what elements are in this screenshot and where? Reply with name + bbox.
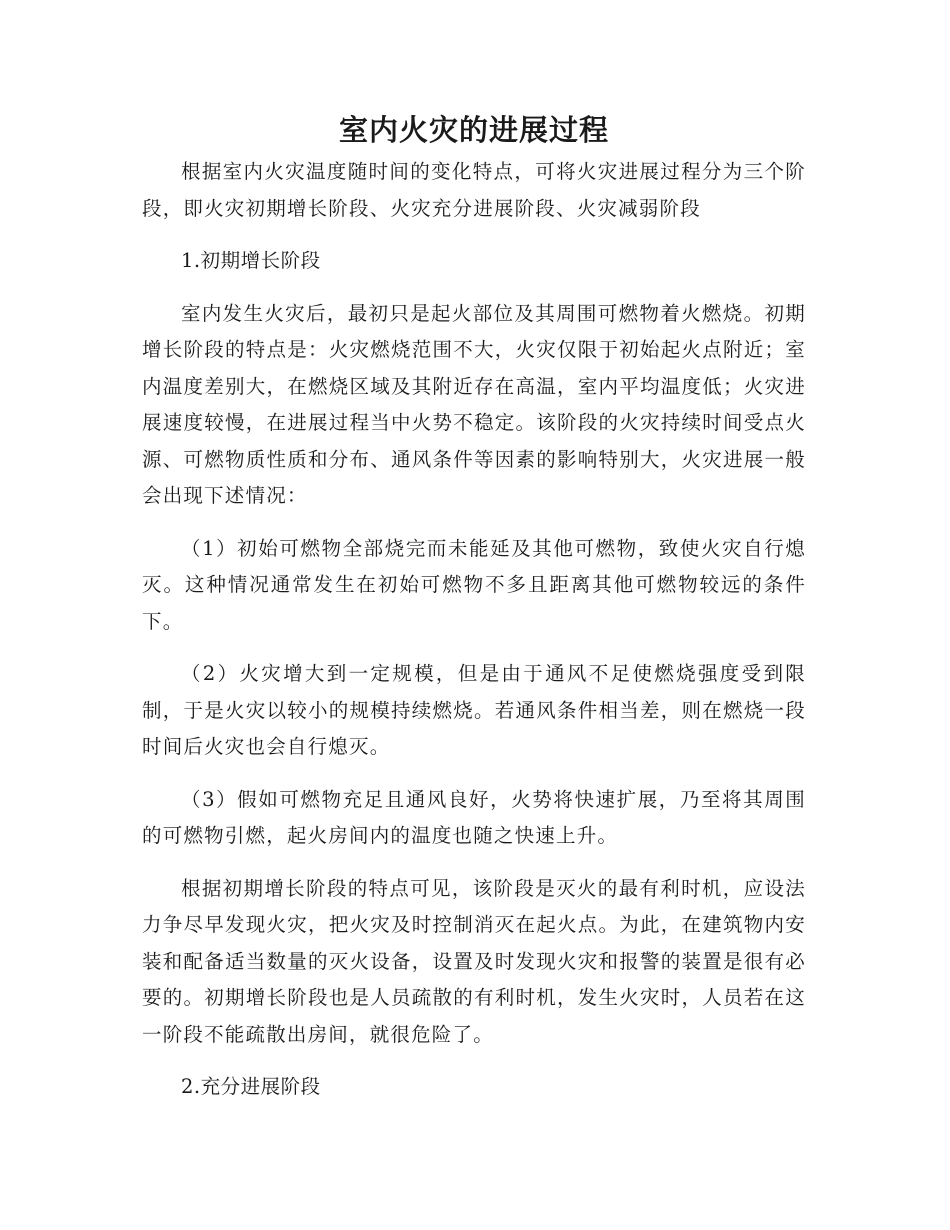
initial-growth-conclusion: 根据初期增长阶段的特点可见，该阶段是灭火的最有利时机，应设法力争尽早发现火灾，把火灾及时控制消灭在起火点。为此，在建筑物内安装和配备适当数量的灭火设备，设置及时发现火灾和报警的装置是很有必要的。初期增长阶段也是人员疏散的有利时机，发生火灾时，人员若在这一阶段不能疏散出房间，就很危险了。 (142, 876, 806, 1046)
document-page (142, 110, 806, 1122)
section-heading-full-development: 2.充分进展阶段 (181, 1075, 321, 1098)
list-item: （1）初始可燃物全部烧完而未能延及其他可燃物，致使火灾自行熄灭。这种情况通常发生在初始可燃物不多且距离其他可燃物较远的条件下。 (142, 536, 806, 633)
intro-paragraph: 根据室内火灾温度随时间的变化特点，可将火灾进展过程分为三个阶段，即火灾初期增长阶段、火灾充分进展阶段、火灾减弱阶段 (142, 160, 806, 220)
initial-growth-paragraph: 室内发生火灾后，最初只是起火部位及其周围可燃物着火燃烧。初期增长阶段的特点是：火灾燃烧范围不大，火灾仅限于初始起火点附近；室内温度差别大，在燃烧区域及其附近存在高温，室内平均温度低；火灾进展速度较慢，在进展过程当中火势不稳定。该阶段的火灾持续时间受点火源、可燃物质性质和分布、通风条件等因素的影响特别大，火灾进展一般会出现下述情况： (142, 301, 806, 507)
document-title: 室内火灾的进展过程 (338, 113, 609, 147)
list-item: （2）火灾增大到一定规模，但是由于通风不足使燃烧强度受到限制，于是火灾以较小的规模持续燃烧。若通风条件相当差，则在燃烧一段时间后火灾也会自行熄灭。 (142, 662, 806, 758)
list-item: （3）假如可燃物充足且通风良好，火势将快速扩展，乃至将其周围的可燃物引燃，起火房间内的温度也随之快速上升。 (142, 787, 806, 847)
section-heading-initial-growth: 1.初期增长阶段 (181, 249, 321, 272)
